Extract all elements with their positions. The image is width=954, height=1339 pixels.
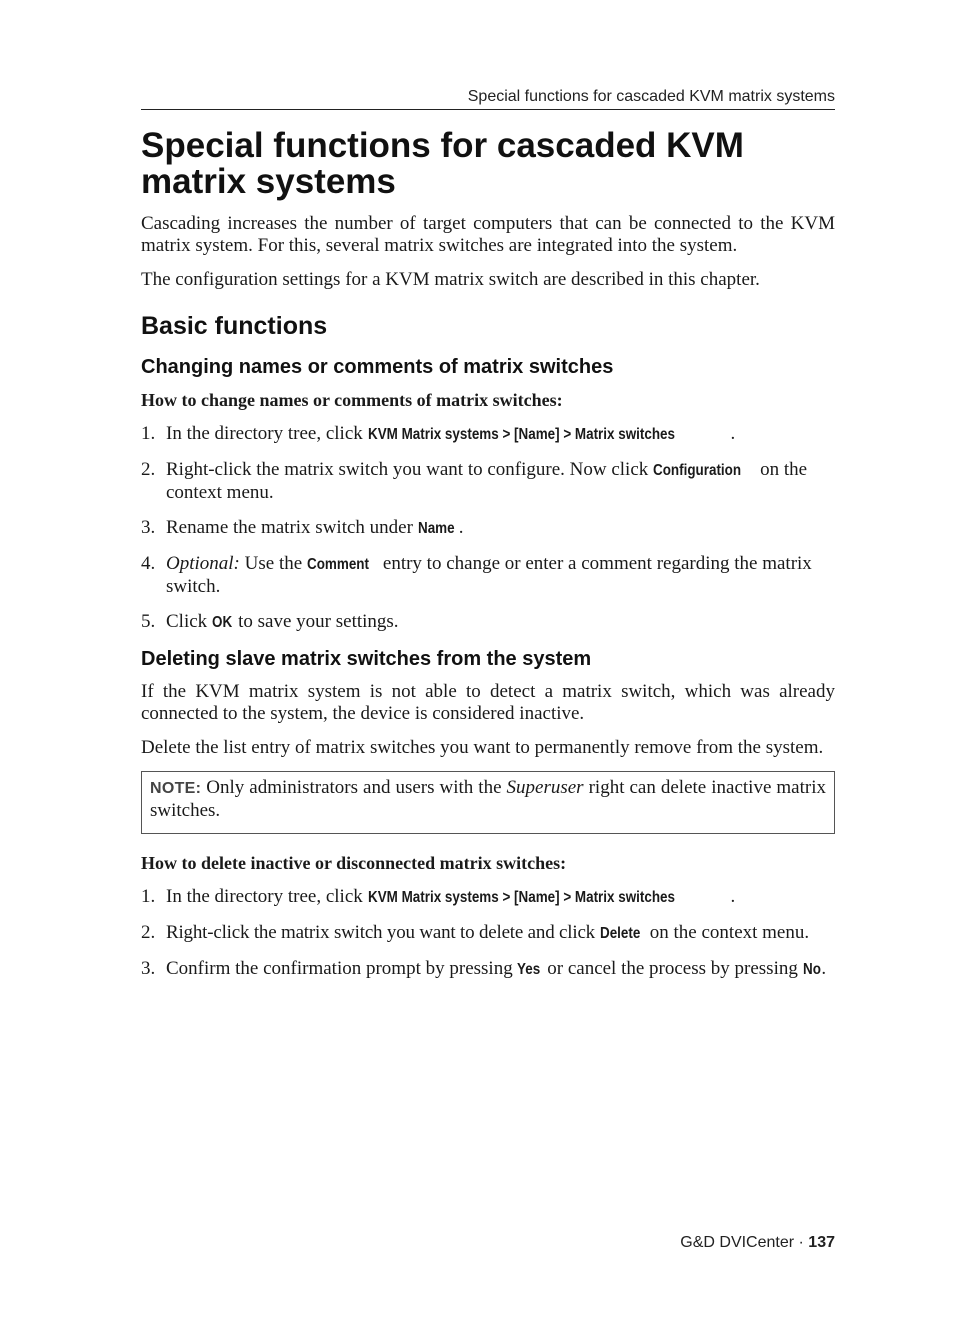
step-text: Rename the matrix switch under — [166, 517, 418, 538]
step-number: 3. — [141, 517, 156, 538]
note-italic: Superuser — [506, 777, 584, 798]
ui-label-configuration: Configuration — [653, 462, 742, 479]
step-number: 2. — [141, 459, 156, 480]
step-text-end: to save your settings. — [233, 611, 399, 632]
step-text-end: . — [458, 517, 464, 538]
optional-label: Optional: — [166, 553, 240, 574]
step-text: In the directory tree, click — [166, 423, 368, 444]
running-header — [141, 88, 835, 110]
note-label: NOTE: — [150, 780, 202, 797]
section-heading-basic-functions: Basic functions — [141, 312, 328, 340]
ui-path-matrix-switches: KVM Matrix systems > [Name] > Matrix switches — [367, 889, 675, 906]
step-delete-3 — [141, 958, 835, 981]
intro-paragraph-2: The configuration settings for a KVM matrix switch are described in this chapter. — [141, 269, 760, 290]
running-header-title: Special functions for cascaded KVM matrix systems — [467, 88, 835, 105]
step-text-end: entry to change or enter a comment regarding the matrix switch. — [166, 553, 812, 597]
steps-rename — [141, 423, 835, 634]
steps-delete — [141, 886, 835, 981]
ui-label-ok: OK — [211, 614, 233, 631]
page-title: Special functions for cascaded KVM matrix systems — [141, 126, 744, 201]
note-text-end: right can delete inactive matrix switches. — [150, 777, 826, 821]
step-text: Click — [166, 611, 212, 632]
step-number: 1. — [141, 886, 156, 907]
step-rename-5 — [141, 611, 835, 634]
step-number: 3. — [141, 958, 156, 979]
step-number: 2. — [141, 922, 156, 943]
ui-label-yes: Yes — [517, 961, 541, 978]
step-text: Right-click the matrix switch you want to delete and click — [166, 922, 600, 943]
step-rename-4 — [141, 553, 835, 598]
step-number: 1. — [141, 423, 156, 444]
step-number: 4. — [141, 553, 156, 574]
step-text-end: . — [730, 886, 736, 907]
ui-label-delete: Delete — [599, 925, 640, 942]
step-text-end: . — [730, 423, 736, 444]
ui-path-matrix-switches: KVM Matrix systems > [Name] > Matrix switches — [367, 426, 675, 443]
page-content — [141, 128, 835, 994]
page-footer — [141, 1234, 835, 1252]
subsection-heading-delete: Deleting slave matrix switches from the system — [141, 648, 592, 670]
step-text-end: on the context menu. — [645, 922, 810, 943]
ui-label-no: No — [802, 961, 821, 978]
howto-rename: How to change names or comments of matrix switches: — [141, 390, 563, 410]
step-delete-1 — [141, 886, 835, 909]
step-text-end: on the context menu. — [166, 459, 808, 503]
step-text-mid: or cancel the process by pressing — [542, 958, 803, 979]
step-text: Right-click the matrix switch you want to configure. Now click — [166, 459, 654, 480]
note-text: Only administrators and users with the — [201, 777, 507, 798]
step-rename-1 — [141, 423, 835, 446]
step-text: Use the — [239, 553, 307, 574]
step-text-end: . — [821, 958, 827, 979]
ui-label-name: Name — [417, 520, 455, 537]
step-number: 5. — [141, 611, 156, 632]
subsection-heading-rename: Changing names or comments of matrix switches — [141, 356, 614, 378]
step-rename-2 — [141, 459, 835, 504]
ui-label-comment: Comment — [306, 556, 369, 573]
step-text: Confirm the confirmation prompt by pressing — [166, 958, 518, 979]
intro-paragraph-1: Cascading increases the number of target computers that can be connected to the KVM matrix system. For this, several matrix switches are integrated into the system. — [141, 213, 835, 256]
step-rename-3 — [141, 517, 835, 540]
step-text: In the directory tree, click — [166, 886, 368, 907]
delete-paragraph-1: If the KVM matrix system is not able to detect a matrix switch, which was already connected to the system, the device is considered inactive. — [141, 681, 835, 724]
note-box — [141, 771, 835, 834]
howto-delete: How to delete inactive or disconnected matrix switches: — [141, 853, 567, 873]
step-delete-2 — [141, 922, 835, 945]
delete-paragraph-2: Delete the list entry of matrix switches you want to permanently remove from the system. — [141, 737, 824, 758]
page-number: 137 — [808, 1234, 835, 1251]
footer-product: G&D DVICenter · — [680, 1234, 809, 1251]
